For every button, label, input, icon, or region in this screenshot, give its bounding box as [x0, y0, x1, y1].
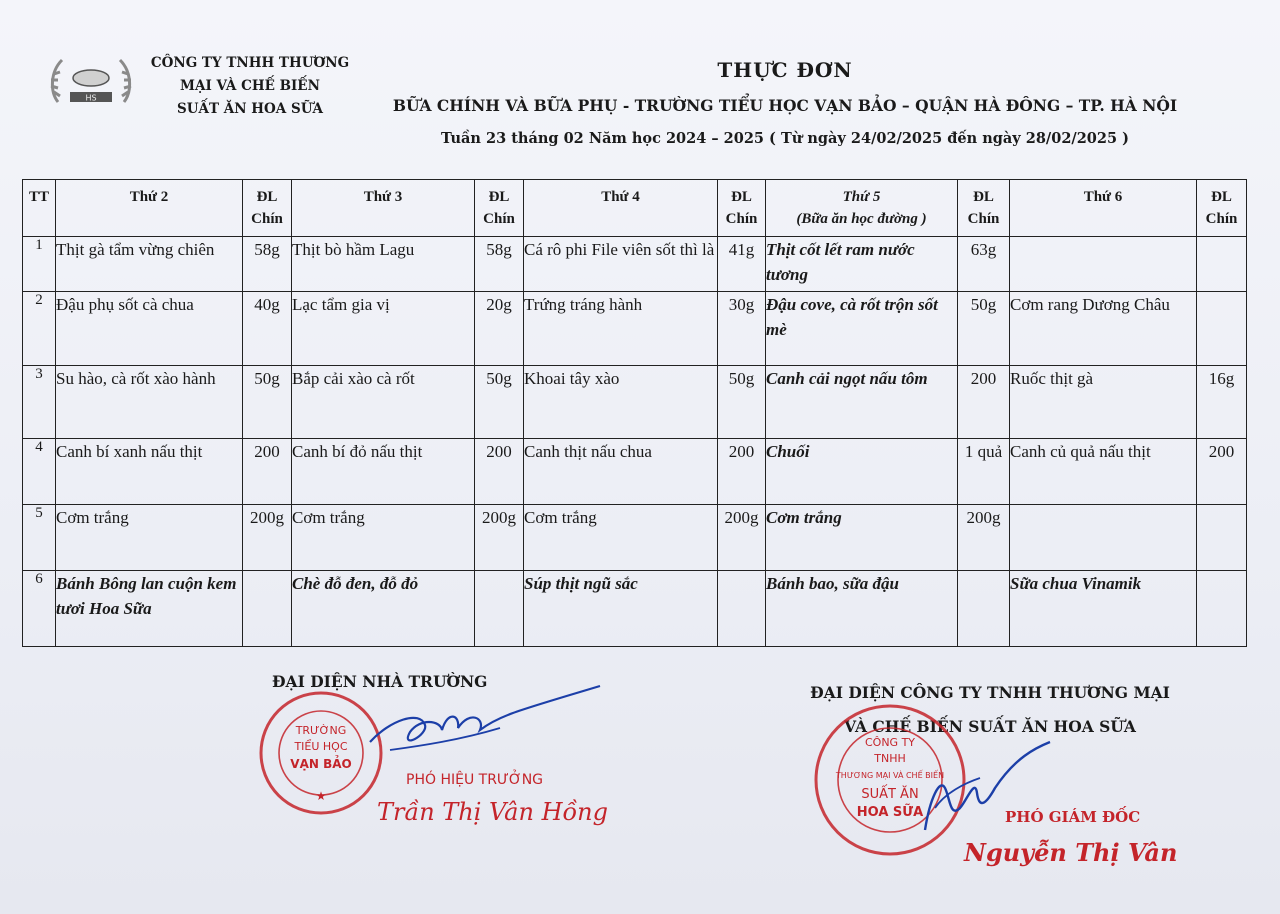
- svg-text:HOA SỮA: HOA SỮA: [856, 805, 924, 820]
- dish-cell: Canh bí đỏ nấu thịt: [292, 439, 475, 505]
- dish-cell: Canh thịt nấu chua: [524, 439, 718, 505]
- dish-cell: Bắp cải xào cà rốt: [292, 366, 475, 439]
- dish-cell: Đậu cove, cà rốt trộn sốt mè: [766, 292, 958, 366]
- amount-cell: 200g: [718, 505, 766, 571]
- dish-cell: Chuối: [766, 439, 958, 505]
- header-dl: ĐL Chín: [958, 180, 1010, 237]
- amount-cell: [958, 571, 1010, 647]
- amount-cell: 200: [718, 439, 766, 505]
- amount-cell: 200: [958, 366, 1010, 439]
- amount-cell: 50g: [243, 366, 292, 439]
- vice-principal-name: Trần Thị Vân Hồng: [377, 798, 608, 826]
- amount-cell: 30g: [718, 292, 766, 366]
- row-number: 4: [23, 439, 56, 505]
- amount-cell: [718, 571, 766, 647]
- row-number: 2: [23, 292, 56, 366]
- header-tt: TT: [23, 180, 56, 237]
- svg-text:SUẤT ĂN: SUẤT ĂN: [861, 787, 919, 802]
- row-number: 3: [23, 366, 56, 439]
- vice-principal-role: PHÓ HIỆU TRƯỞNG: [406, 772, 544, 788]
- amount-cell: [1197, 237, 1247, 292]
- company-representative-title: ĐẠI DIỆN CÔNG TY TNHH THƯƠNG MẠI VÀ CHẾ BIẾN SUẤT ĂN HOA SỮA: [810, 683, 1170, 736]
- amount-cell: [243, 571, 292, 647]
- dish-cell: Sữa chua Vinamik: [1010, 571, 1197, 647]
- dish-cell: Thịt bò hầm Lagu: [292, 237, 475, 292]
- dish-cell: Canh bí xanh nấu thịt: [56, 439, 243, 505]
- amount-cell: 63g: [958, 237, 1010, 292]
- table-row: [23, 366, 1247, 439]
- amount-cell: 200: [1197, 439, 1247, 505]
- dish-cell: Ruốc thịt gà: [1010, 366, 1197, 439]
- dish-cell: Canh cải ngọt nấu tôm: [766, 366, 958, 439]
- menu-table: [22, 179, 1247, 647]
- svg-text:★: ★: [315, 789, 327, 803]
- table-row: [23, 439, 1247, 505]
- amount-cell: [1197, 292, 1247, 366]
- amount-cell: 58g: [243, 237, 292, 292]
- company-name: CÔNG TY TNHH THƯƠNG MẠI VÀ CHẾ BIẾN SUẤT ĂN HOA SỮA: [150, 55, 350, 117]
- svg-text:CÔNG TY: CÔNG TY: [864, 736, 916, 749]
- amount-cell: 16g: [1197, 366, 1247, 439]
- amount-cell: 41g: [718, 237, 766, 292]
- amount-cell: [1197, 505, 1247, 571]
- vice-director-role: PHÓ GIÁM ĐỐC: [1005, 808, 1141, 826]
- amount-cell: [1197, 571, 1247, 647]
- header-dl: ĐL Chín: [243, 180, 292, 237]
- week-range: Tuần 23 tháng 02 Năm học 2024 – 2025 ( Từ ngày 24/02/2025 đến ngày 28/02/2025 ): [441, 130, 1129, 147]
- dish-cell: Bánh bao, sữa đậu: [766, 571, 958, 647]
- header-thu2: Thứ 2: [56, 180, 243, 237]
- svg-text:TIỂU HỌC: TIỂU HỌC: [294, 740, 348, 753]
- dish-cell: Khoai tây xào: [524, 366, 718, 439]
- dish-cell: Cơm trắng: [292, 505, 475, 571]
- amount-cell: 58g: [475, 237, 524, 292]
- row-number: 6: [23, 571, 56, 647]
- dish-cell: [1010, 237, 1197, 292]
- dish-cell: Cơm rang Dương Châu: [1010, 292, 1197, 366]
- amount-cell: 1 quả: [958, 439, 1010, 505]
- dish-cell: Lạc tẩm gia vị: [292, 292, 475, 366]
- amount-cell: 50g: [958, 292, 1010, 366]
- logo-text: HS: [85, 93, 97, 103]
- amount-cell: 200: [475, 439, 524, 505]
- dish-cell: Súp thịt ngũ sắc: [524, 571, 718, 647]
- header-thu3: Thứ 3: [292, 180, 475, 237]
- school-representative-title: ĐẠI DIỆN NHÀ TRƯỜNG: [272, 672, 488, 691]
- dish-cell: Cơm trắng: [766, 505, 958, 571]
- dish-cell: Cá rô phi File viên sốt thì là: [524, 237, 718, 292]
- amount-cell: 20g: [475, 292, 524, 366]
- svg-text:THƯƠNG MẠI VÀ CHẾ BIẾN: THƯƠNG MẠI VÀ CHẾ BIẾN: [835, 771, 945, 780]
- svg-text:TRƯỜNG: TRƯỜNG: [295, 724, 347, 737]
- dish-cell: Bánh Bông lan cuộn kem tươi Hoa Sữa: [56, 571, 243, 647]
- dish-cell: Canh củ quả nấu thịt: [1010, 439, 1197, 505]
- row-number: 5: [23, 505, 56, 571]
- dish-cell: Su hào, cà rốt xào hành: [56, 366, 243, 439]
- header-dl: ĐL Chín: [718, 180, 766, 237]
- dish-cell: Trứng tráng hành: [524, 292, 718, 366]
- header-thu4: Thứ 4: [524, 180, 718, 237]
- amount-cell: 50g: [475, 366, 524, 439]
- dish-cell: Chè đỗ đen, đỗ đỏ: [292, 571, 475, 647]
- dish-cell: Thịt gà tẩm vừng chiên: [56, 237, 243, 292]
- amount-cell: 200: [243, 439, 292, 505]
- table-row: [23, 237, 1247, 292]
- header-dl: ĐL Chín: [475, 180, 524, 237]
- row-number: 1: [23, 237, 56, 292]
- amount-cell: 200g: [958, 505, 1010, 571]
- amount-cell: 200g: [475, 505, 524, 571]
- amount-cell: [475, 571, 524, 647]
- page-title: THỰC ĐƠN: [717, 58, 853, 82]
- school-signature: [330, 680, 620, 770]
- amount-cell: 50g: [718, 366, 766, 439]
- amount-cell: 40g: [243, 292, 292, 366]
- header-dl: ĐL Chín: [1197, 180, 1247, 237]
- table-row: [23, 571, 1247, 647]
- table-header-row: [23, 180, 1247, 237]
- vice-director-name: Nguyễn Thị Vân: [964, 838, 1178, 867]
- header-thu6: Thứ 6: [1010, 180, 1197, 237]
- dish-cell: Cơm trắng: [524, 505, 718, 571]
- table-row: [23, 505, 1247, 571]
- dish-cell: [1010, 505, 1197, 571]
- dish-cell: Cơm trắng: [56, 505, 243, 571]
- svg-text:VẠN BẢO: VẠN BẢO: [290, 757, 352, 771]
- table-row: [23, 292, 1247, 366]
- header-thu5: Thứ 5 (Bữa ăn học đường ): [766, 180, 958, 237]
- dish-cell: Đậu phụ sốt cà chua: [56, 292, 243, 366]
- company-logo: [48, 52, 134, 118]
- svg-text:TNHH: TNHH: [874, 752, 906, 765]
- amount-cell: 200g: [243, 505, 292, 571]
- dish-cell: Thịt cốt lết ram nước tương: [766, 237, 958, 292]
- page-subtitle: BỮA CHÍNH VÀ BỮA PHỤ - TRƯỜNG TIỂU HỌC VẠN BẢO – QUẬN HÀ ĐÔNG – TP. HÀ NỘI: [392, 96, 1178, 115]
